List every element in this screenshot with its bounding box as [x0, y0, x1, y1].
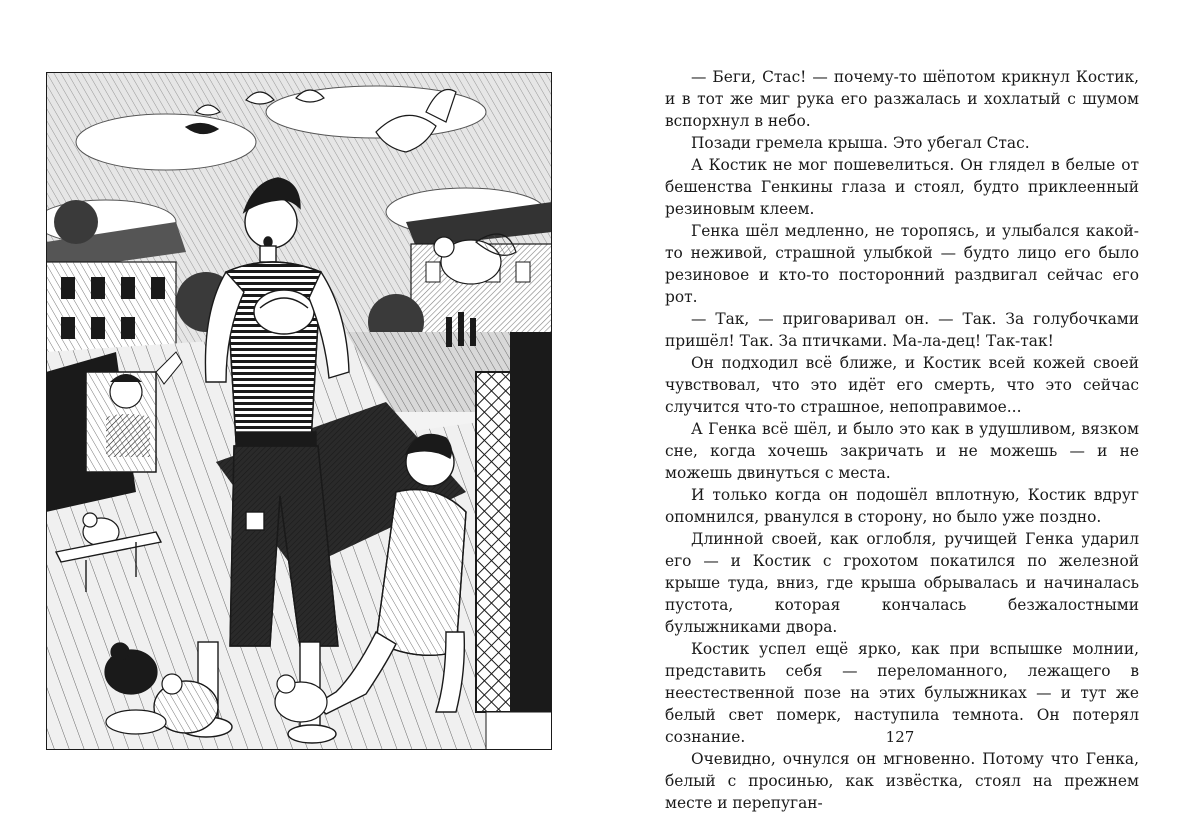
paragraph: Очевидно, очнулся он мгновенно. Потому что Генка, белый с просинью, как извёстка, стоял на прежнем месте и перепуган- — [665, 750, 1139, 812]
paragraph: А Генка всё шёл, и было это как в удушливом, вязком сне, когда хочешь закричать и не можешь — и не можешь двинуться с места. — [665, 420, 1139, 482]
paragraph: Позади гремела крыша. Это убегал Стас. — [691, 134, 1030, 152]
paragraph: И только когда он подошёл вплотную, Костик вдруг опомнился, рванулся в сторону, но было уже поздно. — [665, 486, 1139, 526]
page-number: 127 — [885, 728, 915, 746]
paragraph: — Так, — приговаривал он. — Так. За голубочками пришёл! Так. За птичками. Ма-ла-дец! Так-так! — [665, 310, 1139, 350]
lattice-fence — [476, 332, 552, 750]
paragraph: А Костик не мог пошевелиться. Он глядел в белые от бешенства Генкины глаза и стоял, будто приклеенный резиновым клеем. — [665, 156, 1139, 218]
paragraph: Костик успел ещё ярко, как при вспышке молнии, представить себя — переломанного, лежащего в неестественной позе на этих булыжниках — и тут же белый свет померк, наступила темнота. Он потерял сознание. — [665, 640, 1139, 746]
paragraph: Генка шёл медленно, не торопясь, и улыбался какой-то неживой, страшной улыбкой — будто лицо его было резиновое и кто-то посторонний раздвигал сейчас его рот. — [665, 222, 1139, 306]
illustration-drawing — [46, 72, 552, 750]
illustration — [46, 72, 552, 750]
text-block — [665, 66, 1139, 814]
paragraph: Он подходил всё ближе, и Костик всей кожей своей чувствовал, что это идёт его смерть, что это сейчас случится что-то страшное, непоправимое... — [665, 354, 1139, 416]
paragraph: Длинной своей, как оглобля, ручищей Генка ударил его — и Костик с грохотом покатился по железной крыше туда, вниз, где крыша обрывалась и начиналась пустота, которая кончалась безжалостными булыжниками двора. — [665, 530, 1139, 636]
paragraph: — Беги, Стас! — почему-то шёпотом крикнул Костик, и в тот же миг рука его разжалась и хохлатый с шумом вспорхнул в небо. — [665, 68, 1139, 130]
right-page — [600, 0, 1200, 817]
